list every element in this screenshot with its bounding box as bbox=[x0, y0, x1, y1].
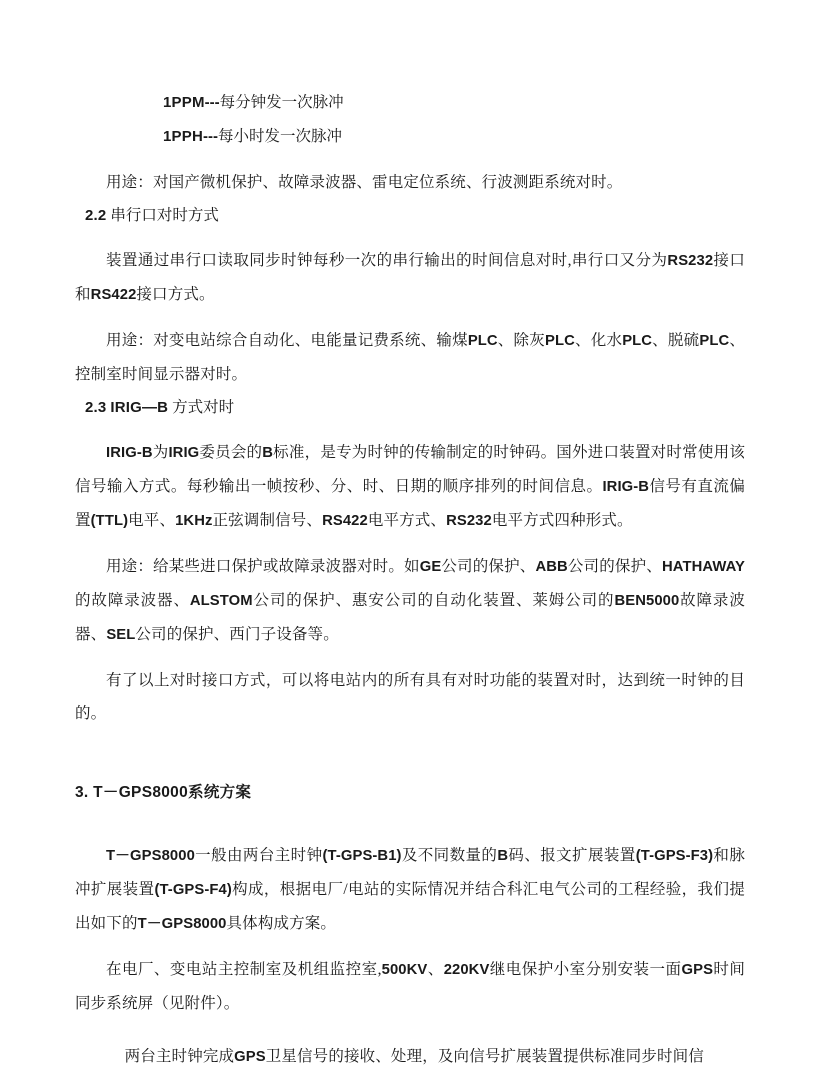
master-clock-paragraph bbox=[75, 1040, 745, 1074]
heading-number-2-2: 2.2 bbox=[85, 207, 107, 224]
install-500kv: 500KV bbox=[381, 962, 428, 978]
spacer bbox=[75, 312, 745, 324]
tgps-model-1: T－GPS8000 bbox=[106, 848, 195, 864]
heading-latin-2-3: IRIG—B bbox=[110, 399, 169, 416]
serial-rs232: RS232 bbox=[667, 253, 714, 269]
heading-number-2-3: 2.3 bbox=[85, 399, 107, 416]
install-220kv: 220KV bbox=[443, 962, 490, 978]
definition-dash: --- bbox=[204, 94, 220, 111]
page-content bbox=[75, 86, 745, 1074]
usage-paragraph-pulse: 用途：对国产微机保护、故障录波器、雷电定位系统、行波测距系统对时。 bbox=[106, 174, 623, 191]
spacer bbox=[75, 538, 745, 550]
last-text-a: 两台主时钟完成 bbox=[124, 1048, 235, 1065]
serial-rs422: RS422 bbox=[90, 287, 137, 303]
usage3-text-i: 公司的保护、惠安公司的自动化装置、莱姆公司的 bbox=[252, 592, 615, 609]
irig-rs232: RS232 bbox=[446, 513, 492, 529]
tgps-text-d: 及不同数量的 bbox=[401, 847, 498, 864]
irig-text-6: 标准，是专为时钟的传输制定的时钟码。国外进口装置对时常使用该信号输入方式。每秒输出一帧按秒、分、时、日期的顺序排列的时间信息。 bbox=[75, 444, 745, 495]
heading-2-2 bbox=[75, 199, 745, 232]
tgps-text-f: 码、报文扩展装置 bbox=[508, 847, 636, 864]
irig-text-8: 信号有直流偏置 bbox=[75, 478, 745, 529]
heading-title-2-3: 方式对时 bbox=[172, 399, 235, 416]
definition-line-1ppm bbox=[75, 86, 745, 120]
usage3-text-c: 公司的保护、 bbox=[441, 558, 536, 575]
spacer bbox=[75, 941, 745, 953]
install-text-a: 在电厂、变电站主控制室及机组监控室, bbox=[106, 961, 382, 978]
heading-2-3 bbox=[75, 391, 745, 424]
usage3-text-e: 公司的保护、 bbox=[567, 558, 662, 575]
usage3-ge: GE bbox=[419, 559, 442, 575]
irig-text-12: 正弦调制信号、 bbox=[212, 512, 323, 529]
irig-text-2: 为 bbox=[152, 444, 169, 461]
usage2-text-i: 、控制室时间显示器对时。 bbox=[75, 332, 746, 383]
usage3-sel: SEL bbox=[106, 627, 136, 643]
irig-b-name-1: IRIG-B bbox=[106, 445, 153, 461]
tgps-text-j: 构成，根据电厂/电站的实际情况并结合科汇电气公司的工程经验，我们提出如下的 bbox=[75, 881, 745, 932]
usage3-alstom: ALSTOM bbox=[189, 593, 253, 609]
usage2-plc-3: PLC bbox=[622, 333, 653, 349]
tgps-text-b: 一般由两台主时钟 bbox=[194, 847, 323, 864]
tgps-b-code: B bbox=[497, 848, 509, 864]
tgps-master-clock-model: (T-GPS-B1) bbox=[322, 848, 402, 864]
tgps-f4-model: (T-GPS-F4) bbox=[154, 882, 232, 898]
pulse-definition-list bbox=[75, 86, 745, 154]
definition-text-1ppm: 每分钟发一次脉冲 bbox=[219, 94, 344, 111]
usage2-plc-2: PLC bbox=[545, 333, 575, 349]
tgps-f3-model: (T-GPS-F3) bbox=[635, 848, 714, 864]
heading-title-2-2: 串行口对时方式 bbox=[110, 207, 219, 224]
tgps-text-h: 和脉冲扩展装置 bbox=[75, 847, 745, 898]
spacer bbox=[75, 232, 745, 244]
irig-text-10: 电平、 bbox=[128, 512, 176, 529]
usage3-text-k: 故障录波器、 bbox=[75, 592, 745, 643]
definition-line-1pph bbox=[75, 120, 745, 154]
usage-paragraph-irig bbox=[75, 550, 745, 652]
irig-1khz: 1KHz bbox=[175, 513, 213, 529]
last-text-c: 卫星信号的接收、处理，及向信号扩展装置提供标准同步时间信 bbox=[265, 1048, 704, 1065]
irig-b-name-2: IRIG-B bbox=[602, 479, 650, 495]
install-gps: GPS bbox=[681, 962, 714, 978]
spacer bbox=[75, 730, 745, 776]
spacer bbox=[75, 809, 745, 839]
usage3-text-g: 的故障录波器、 bbox=[75, 592, 190, 609]
usage3-text-m: 公司的保护、西门子设备等。 bbox=[135, 626, 339, 643]
irig-text-16: 电平方式四种形式。 bbox=[491, 512, 633, 529]
tgps-composition-paragraph bbox=[75, 839, 745, 941]
usage3-ben5000: BEN5000 bbox=[614, 593, 680, 609]
serial-text-e: 接口方式。 bbox=[136, 286, 215, 303]
irig-ttl: (TTL) bbox=[90, 513, 129, 529]
spacer bbox=[75, 1020, 745, 1040]
tgps-text-l: 具体构成方案。 bbox=[226, 915, 337, 932]
serial-text-a: 装置通过串行口读取同步时钟每秒一次的串行输出的时间信息对时,串行口又分为 bbox=[106, 252, 668, 269]
spacer bbox=[75, 154, 745, 166]
irig-text-4: 委员会的 bbox=[199, 444, 263, 461]
definition-text-1pph: 每小时发一次脉冲 bbox=[218, 128, 343, 145]
irig-standard-b: B bbox=[262, 445, 274, 461]
pulse-code-1pph: 1PPH bbox=[163, 128, 203, 145]
last-gps: GPS bbox=[234, 1049, 266, 1065]
usage2-plc-4: PLC bbox=[699, 333, 730, 349]
usage2-text-a: 用途：对变电站综合自动化、电能量记费系统、输煤 bbox=[106, 332, 468, 349]
usage3-text-a: 用途：给某些进口保护或故障录波器对时。如 bbox=[106, 558, 420, 575]
usage3-abb: ABB bbox=[535, 559, 568, 575]
serial-port-paragraph bbox=[75, 244, 745, 312]
usage2-text-c: 、除灰 bbox=[497, 332, 545, 349]
irig-text-14: 电平方式、 bbox=[367, 512, 447, 529]
install-text-e: 继电保护小室分别安装一面 bbox=[489, 961, 682, 978]
serial-text-c: 接口和 bbox=[75, 252, 745, 303]
install-text-c: 、 bbox=[427, 961, 444, 978]
pulse-code-1ppm: 1PPM bbox=[163, 94, 205, 111]
usage2-text-e: 、化水 bbox=[574, 332, 623, 349]
installation-paragraph bbox=[75, 953, 745, 1020]
irig-name: IRIG bbox=[168, 445, 200, 461]
irig-b-paragraph bbox=[75, 436, 745, 538]
definition-dash: --- bbox=[203, 128, 218, 145]
install-text-g: 时间同步系统屏（见附件）。 bbox=[75, 961, 745, 1012]
spacer bbox=[75, 424, 745, 436]
usage3-hathaway: HATHAWAY bbox=[661, 559, 745, 575]
irig-rs422: RS422 bbox=[322, 513, 368, 529]
summary-paragraph: 有了以上对时接口方式，可以将电站内的所有具有对时功能的装置对时，达到统一时钟的目的。 bbox=[75, 672, 745, 722]
usage-paragraph-serial bbox=[75, 324, 745, 391]
usage2-text-g: 、脱硫 bbox=[652, 332, 700, 349]
usage2-plc-1: PLC bbox=[467, 333, 498, 349]
tgps-model-2: T－GPS8000 bbox=[137, 916, 227, 932]
spacer bbox=[75, 652, 745, 664]
heading-section-3: 3. T－GPS8000系统方案 bbox=[75, 784, 252, 801]
